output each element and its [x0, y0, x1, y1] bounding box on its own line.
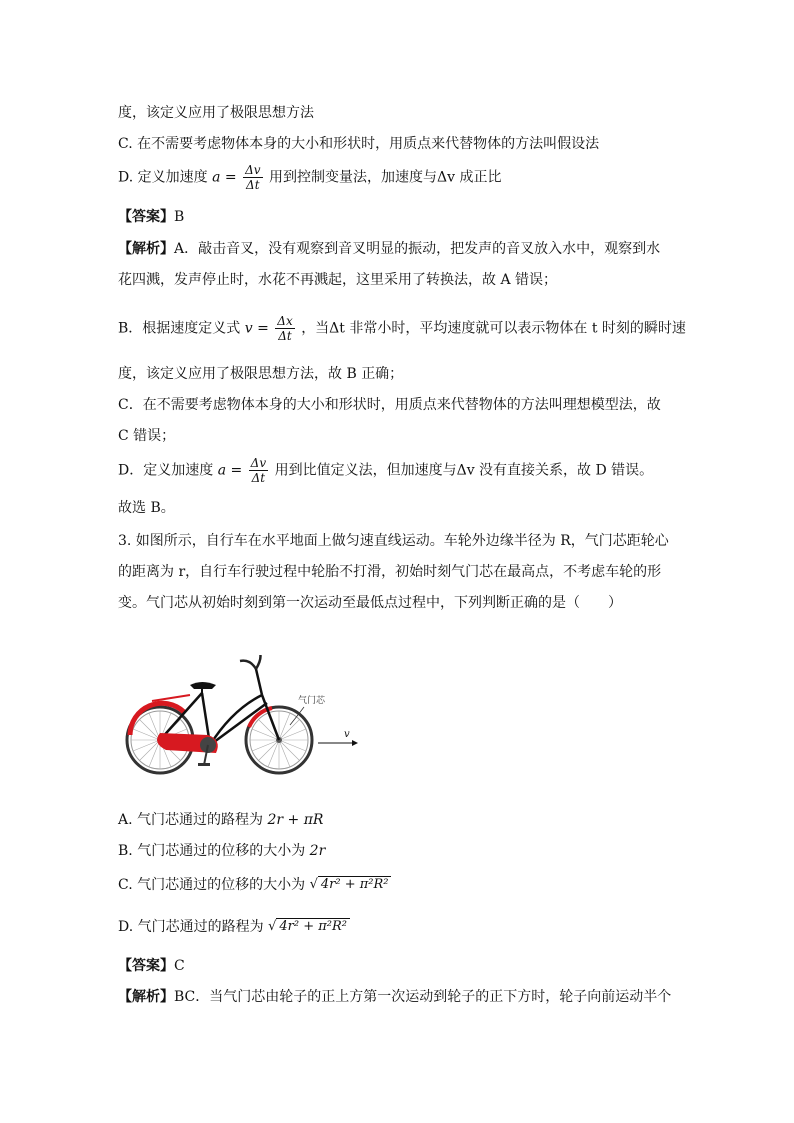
explain-b-1 — [118, 314, 686, 343]
explain-c-1: C．在不需要考虑物体本身的大小和形状时，用质点来代替物体的方法叫理想模型法，故 — [118, 397, 661, 413]
option-d-sqrt: √ 4r² + π²R² — [268, 918, 350, 936]
explain-2-text: BC．当气门芯由轮子的正上方第一次运动到轮子的正下方时，轮子向前运动半个 — [174, 989, 672, 1005]
question-3-line-1: 3. 如图所示，自行车在水平地面上做匀速直线运动。车轮外边缘半径为 R，气门芯距轮心 — [118, 533, 669, 549]
accel-lhs: a = — [212, 169, 237, 186]
question-3-line-3: 变。气门芯从初始时刻到第一次运动至最低点过程中，下列判断正确的是（ ） — [118, 595, 622, 611]
velocity-lhs: v = — [244, 320, 269, 337]
velocity-label: v — [344, 729, 350, 740]
explain-2-tag: 【解析】 — [118, 989, 174, 1005]
explain-a-1 — [118, 240, 660, 258]
accel-den: Δt — [246, 178, 260, 192]
option-a-math: 2r + πR — [267, 812, 324, 828]
bicycle-figure — [122, 655, 362, 780]
velocity-den: Δt — [278, 329, 292, 343]
explain-2-line-1 — [118, 988, 671, 1006]
option-a-text: A. 气门芯通过的路程为 — [118, 812, 264, 828]
option-d-prev-tail: 用到控制变量法，加速度与Δv 成正比 — [268, 169, 502, 186]
bicycle-seat — [190, 682, 216, 689]
explain-a-2: 花四溅，发声停止时，水花不再溅起，这里采用了转换法，故 A 错误； — [118, 272, 558, 288]
handlebar — [240, 655, 261, 669]
explain-c-2: C 错误； — [118, 428, 176, 444]
explain-tag: 【解析】 — [118, 241, 174, 257]
accel-num: Δv — [245, 163, 261, 177]
velocity-num: Δx — [277, 314, 293, 328]
accel2-num: Δv — [250, 456, 267, 470]
option-c — [118, 876, 391, 894]
explain-d-pre: D．定义加速度 — [118, 462, 214, 479]
accel2-den: Δt — [251, 471, 266, 485]
explain-a-text: A．敲击音叉，没有观察到音叉明显的振动，把发声的音叉放入水中，观察到水 — [174, 241, 661, 257]
valve-label: 气门芯 — [298, 696, 326, 706]
option-c-prev: C. 在不需要考虑物体本身的大小和形状时，用质点来代替物体的方法叫假设法 — [118, 136, 600, 152]
option-d-radicand: 4r² + π²R² — [276, 918, 350, 934]
velocity-fraction — [275, 314, 294, 343]
question-3-line-2: 的距离为 r，自行车行驶过程中轮胎不打滑，初始时刻气门芯在最高点，不考虑车轮的形 — [118, 564, 662, 580]
answer-tag: 【答案】 — [118, 209, 174, 225]
explain-b-pre: B．根据速度定义式 — [118, 320, 241, 337]
accel-fraction — [243, 163, 262, 192]
option-d-prev-text: D. 定义加速度 — [118, 169, 208, 186]
answer-2-tag: 【答案】 — [118, 958, 174, 974]
explain-d-post: 用到比值定义法，但加速度与Δv 没有直接关系，故 D 错误。 — [274, 462, 654, 479]
accel2-fraction — [249, 456, 268, 485]
explain-d-1 — [118, 456, 653, 485]
option-d — [118, 918, 350, 936]
accel2-lhs: a = — [217, 462, 243, 479]
answer-2 — [118, 957, 185, 975]
option-b-math: 2r — [309, 843, 326, 859]
choose-line: 故选 B。 — [118, 500, 175, 516]
option-b — [118, 842, 325, 860]
option-b-text: B. 气门芯通过的位移的大小为 — [118, 843, 306, 859]
explain-b-2: 度，该定义应用了极限思想方法，故 B 正确； — [118, 366, 404, 382]
option-a — [118, 811, 323, 829]
option-c-text: C. 气门芯通过的位移的大小为 — [118, 877, 306, 893]
option-c-sqrt: √ 4r² + π²R² — [310, 876, 392, 894]
answer-1 — [118, 208, 184, 226]
explain-b-post: ，当Δt 非常小时，平均速度就可以表示物体在 t 时刻的瞬时速 — [301, 320, 686, 337]
option-d-prev — [118, 163, 501, 192]
option-d-text: D. 气门芯通过的路程为 — [118, 919, 264, 935]
answer-2-value: C — [174, 958, 185, 974]
line-1: 度，该定义应用了极限思想方法 — [118, 105, 314, 121]
option-c-radicand: 4r² + π²R² — [318, 876, 392, 892]
answer-value: B — [174, 209, 185, 225]
